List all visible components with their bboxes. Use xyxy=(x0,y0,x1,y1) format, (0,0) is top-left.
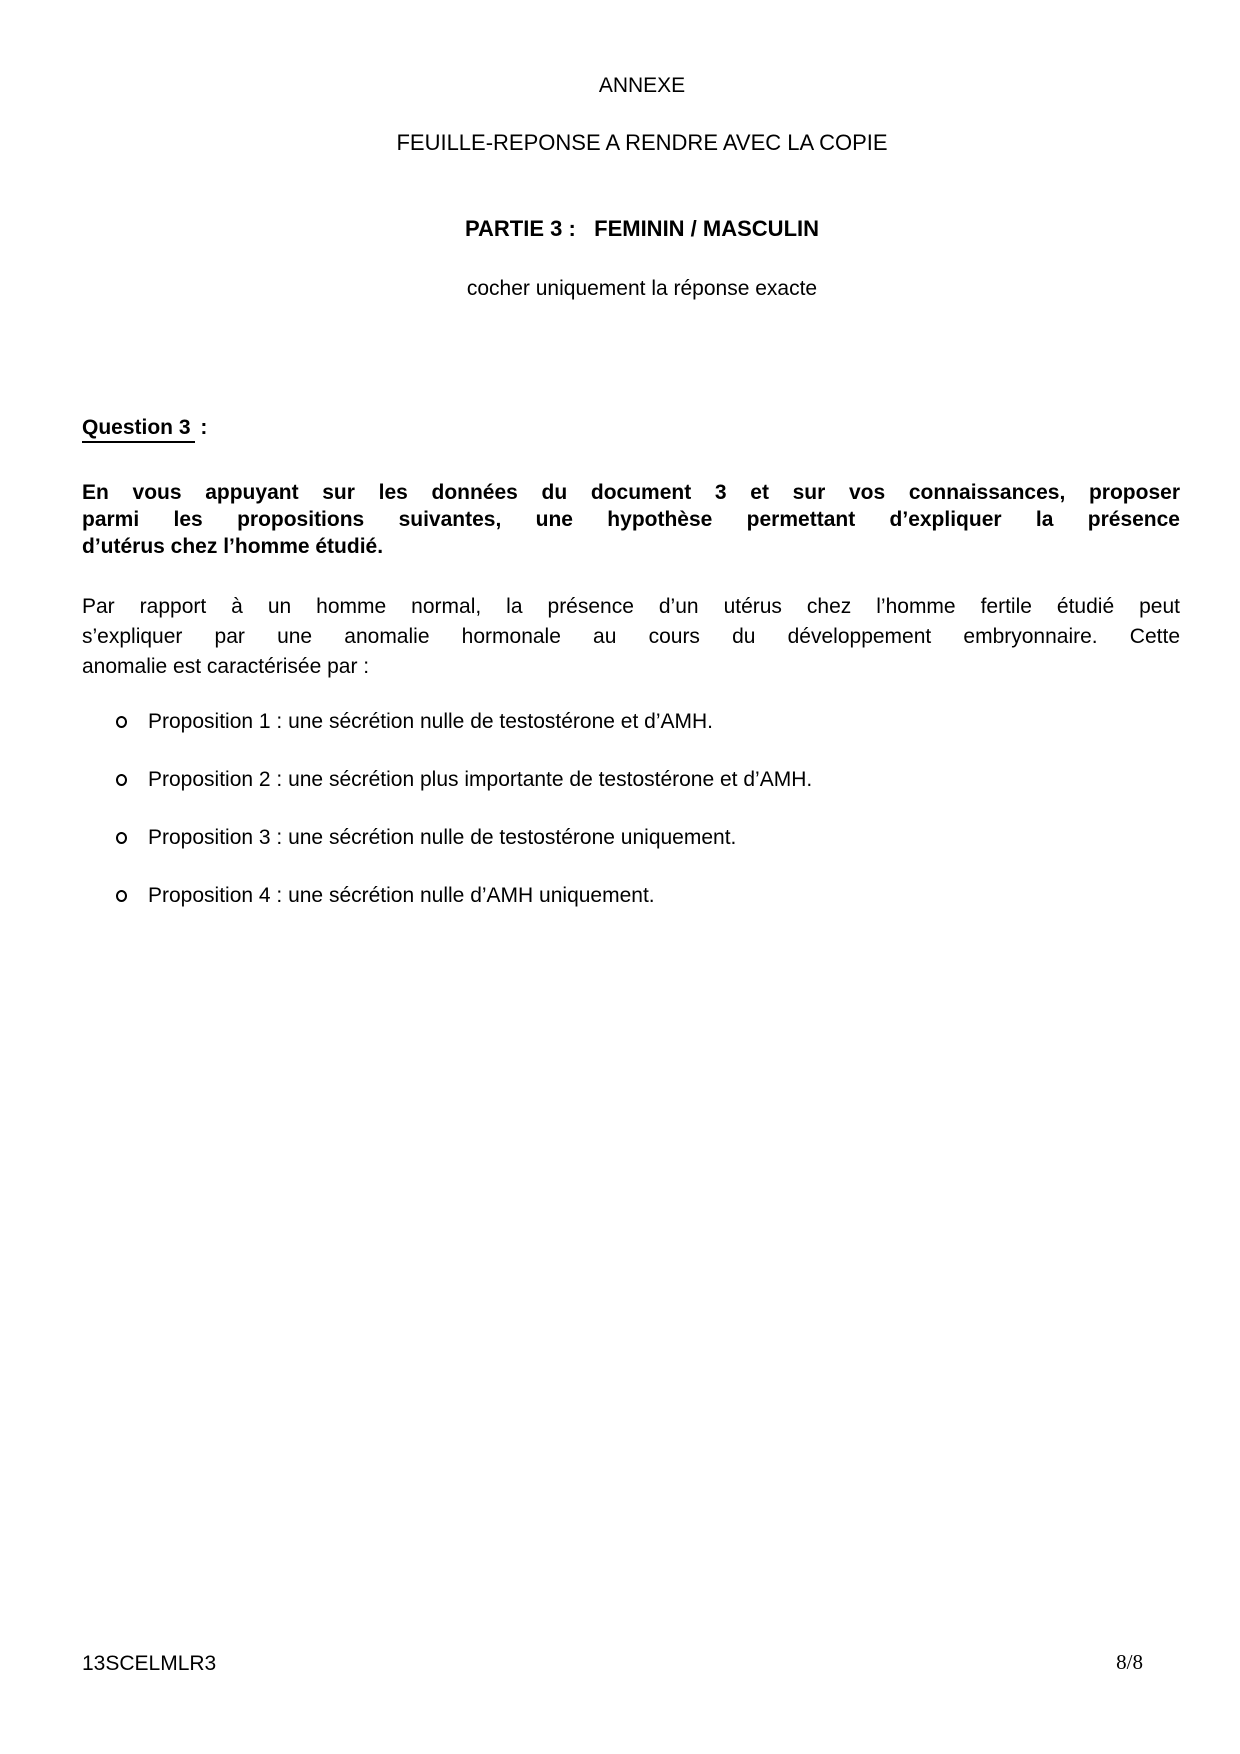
part-title: PARTIE 3 : FEMININ / MASCULIN xyxy=(464,216,820,241)
proposition-option-3[interactable] xyxy=(82,823,1180,853)
bullet-circle-icon xyxy=(116,716,127,728)
proposition-list xyxy=(82,707,1180,939)
return-notice-heading: FEUILLE-REPONSE A RENDRE AVEC LA COPIE xyxy=(396,130,888,155)
proposition-option-2[interactable] xyxy=(82,765,1180,795)
proposition-option-1[interactable] xyxy=(82,707,1180,737)
context-line: Par rapport à un homme normal, la présence d’un utérus chez l’homme fertile étudié peut xyxy=(82,595,1180,618)
question-number-label: Question 3 xyxy=(82,416,195,443)
bullet-circle-icon xyxy=(116,832,127,844)
proposition-label: Proposition 3 : une sécrétion nulle de testostérone uniquement. xyxy=(148,826,737,849)
question-number-suffix: : xyxy=(194,416,208,439)
footer-reference-code: 13SCELMLR3 xyxy=(82,1652,217,1675)
footer-page-number: 8/8 xyxy=(1116,1650,1143,1674)
check-instruction: cocher uniquement la réponse exacte xyxy=(466,277,818,300)
prompt-line: parmi les propositions suivantes, une hypothèse permettant d’expliquer la présence xyxy=(82,508,1180,531)
prompt-line: d’utérus chez l’homme étudié. xyxy=(82,535,384,558)
context-line: anomalie est caractérisée par : xyxy=(82,655,370,678)
proposition-label: Proposition 2 : une sécrétion plus importante de testostérone et d’AMH. xyxy=(148,768,813,791)
context-paragraph xyxy=(82,592,1180,682)
annexe-heading: ANNEXE xyxy=(598,74,686,97)
bullet-circle-icon xyxy=(116,890,127,902)
proposition-label: Proposition 1 : une sécrétion nulle de testostérone et d’AMH. xyxy=(148,710,713,733)
prompt-line: En vous appuyant sur les données du document 3 et sur vos connaissances, proposer xyxy=(82,481,1180,504)
context-line: s’expliquer par une anomalie hormonale au cours du développement embryonnaire. Cette xyxy=(82,625,1180,648)
proposition-label: Proposition 4 : une sécrétion nulle d’AMH uniquement. xyxy=(148,884,655,907)
proposition-option-4[interactable] xyxy=(82,881,1180,911)
question-title xyxy=(82,416,207,443)
bullet-circle-icon xyxy=(116,774,127,786)
question-prompt-paragraph xyxy=(82,479,1180,560)
